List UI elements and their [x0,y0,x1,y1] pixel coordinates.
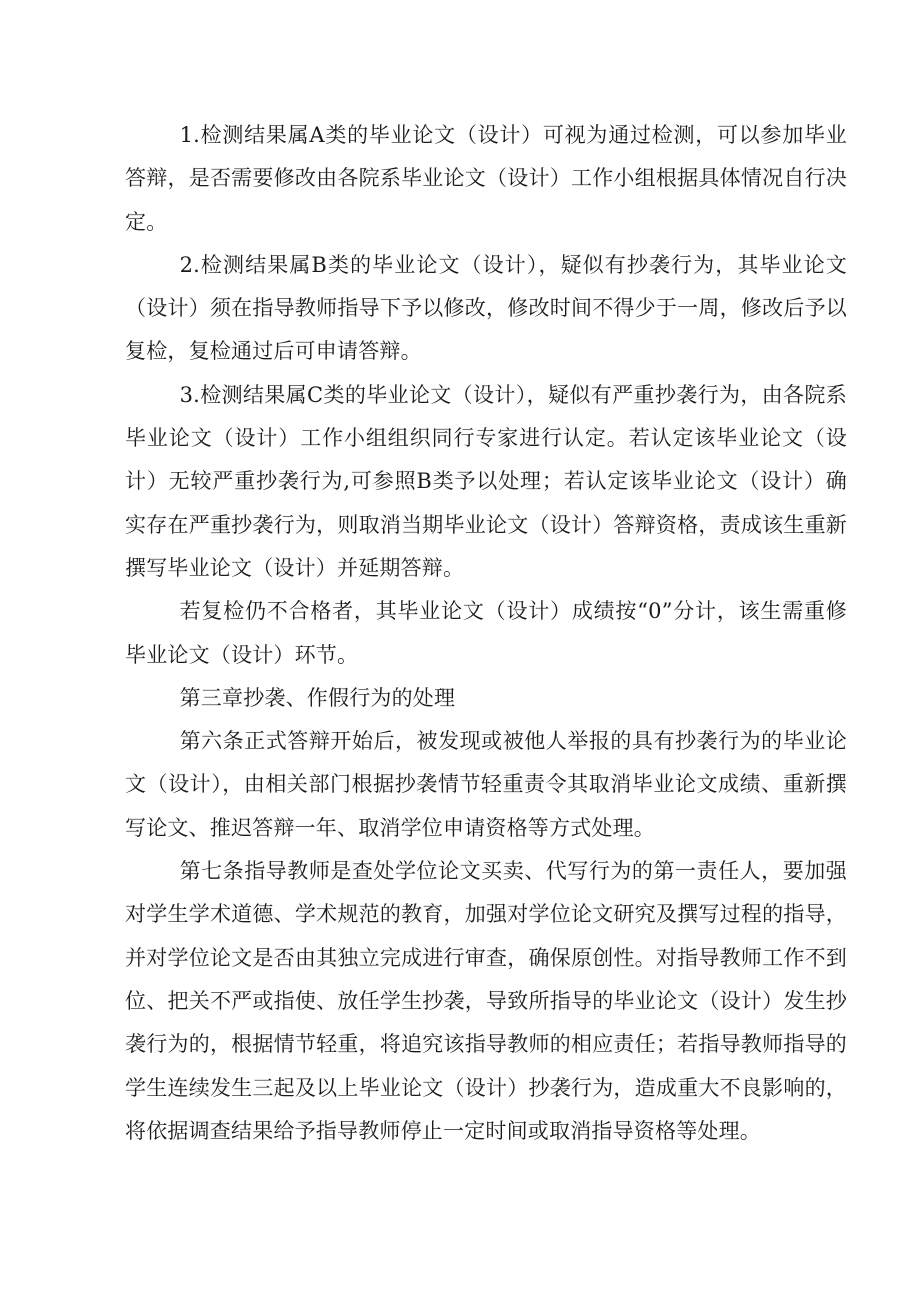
paragraph-recheck-fail: 若复检仍不合格者，其毕业论文（设计）成绩按“0”分计，该生需重修毕业论文（设计）环节。 [125,599,847,667]
document-body [125,114,847,1153]
chapter-heading: 第三章抄袭、作假行为的处理 [179,685,456,710]
paragraph-result-b: 2.检测结果属B类的毕业论文（设计），疑似有抄袭行为，其毕业论文（设计）须在指导教师指导下予以修改，修改时间不得少于一周，修改后予以复检，复检通过后可申请答辩。 [125,252,847,364]
article-six: 第六条正式答辩开始后，被发现或被他人举报的具有抄袭行为的毕业论文（设计），由相关部门根据抄袭情节轻重责令其取消毕业论文成绩、重新撰写论文、推迟答辩一年、取消学位申请资格等方式处理。 [125,729,847,840]
article-seven: 第七条指导教师是查处学位论文买卖、代写行为的第一责任人，要加强对学生学术道德、学术规范的教育，加强对学位论文研究及撰写过程的指导，并对学位论文是否由其独立完成进行审查，确保原创性。对指导教师工作不到位、把关不严或指使、放任学生抄袭，导致所指导的毕业论文（设计）发生抄袭行为的，根据情节轻重，将追究该指导教师的相应责任；若指导教师指导的学生连续发生三起及以上毕业论文（设计）抄袭行为，造成重大不良影响的，将依据调查结果给予指导教师停止一定时间或取消指导资格等处理。 [125,859,847,1143]
paragraph-result-a: 1.检测结果属A类的毕业论文（设计）可视为通过检测，可以参加毕业答辩，是否需要修改由各院系毕业论文（设计）工作小组根据具体情况自行决定。 [125,123,847,234]
paragraph-result-c: 3.检测结果属C类的毕业论文（设计），疑似有严重抄袭行为，由各院系毕业论文（设计）工作小组组织同行专家进行认定。若认定该毕业论文（设计）无较严重抄袭行为,可参照B类予以处理；若认定该毕业论文（设计）确实存在严重抄袭行为，则取消当期毕业论文（设计）答辩资格，责成该生重新撰写毕业论文（设计）并延期答辩。 [125,382,847,580]
